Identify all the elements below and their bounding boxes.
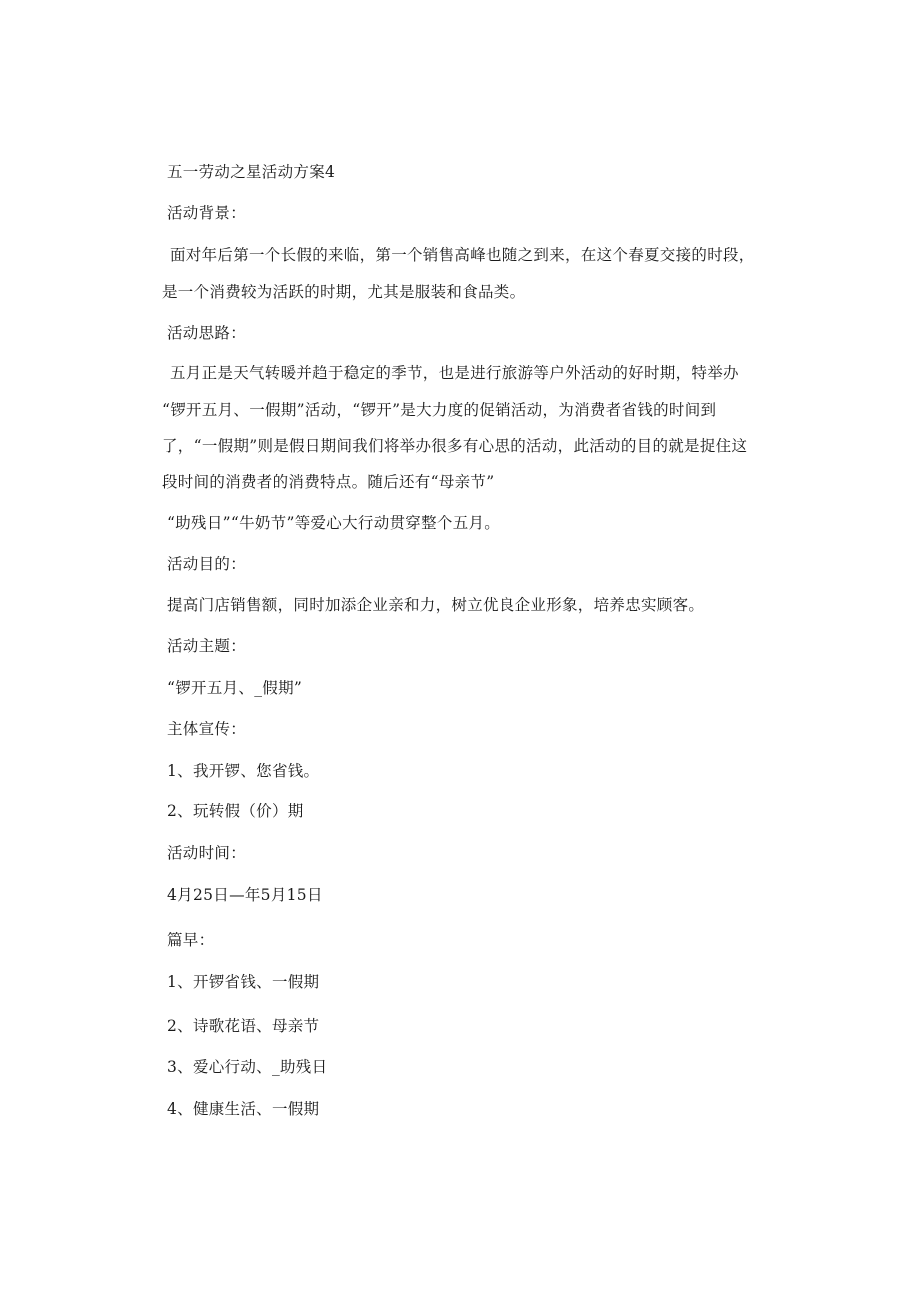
time-heading: 活动时间： [167,844,247,862]
background-line-2: 是一个消费较为活跃的时期，尤其是服装和食品类。 [162,283,526,301]
idea-line-2: “锣开五月、一假期”活动，“锣开”是大力度的促销活动，为消费者省钱的时间到 [162,401,717,419]
promo-item-2: 2、玩转假（价）期 [167,802,304,820]
chapter-item-4: 4、健康生活、一假期 [167,1100,320,1118]
chapter-item-3: 3、爱心行动、_助残日 [167,1058,328,1076]
idea-line-3: 了，“一假期”则是假日期间我们将举办很多有心思的活动，此活动的目的就是捉住这 [162,437,748,455]
theme-text: “锣开五月、_假期” [167,679,303,697]
time-text: 4月25日—年5月15日 [167,886,323,904]
idea-continuation: “助残日”“牛奶节”等爱心大行动贯穿整个五月。 [167,514,501,532]
purpose-text: 提高门店销售额，同时加添企业亲和力，树立优良企业形象，培养忠实顾客。 [167,596,705,614]
idea-line-4: 段时间的消费者的消费特点。随后还有“母亲节” [162,473,495,491]
purpose-heading: 活动目的： [167,555,247,573]
chapter-item-1: 1、开锣省钱、一假期 [167,973,320,991]
chapter-item-2: 2、诗歌花语、母亲节 [167,1017,320,1035]
idea-heading: 活动思路： [167,324,247,342]
background-heading: 活动背景： [167,204,247,222]
background-line-1: 面对年后第一个长假的来临，第一个销售高峰也随之到来，在这个春夏交接的时段， [170,246,755,264]
promo-heading: 主体宣传： [167,720,247,738]
promo-item-1: 1、我开锣、您省钱。 [167,762,320,780]
idea-line-1: 五月正是天气转暖并趋于稳定的季节，也是进行旅游等户外活动的好时期，特举办 [170,364,739,382]
chapter-heading: 篇早： [167,931,215,949]
theme-heading: 活动主题： [167,637,247,655]
document-title: 五一劳动之星活动方案4 [167,163,336,181]
